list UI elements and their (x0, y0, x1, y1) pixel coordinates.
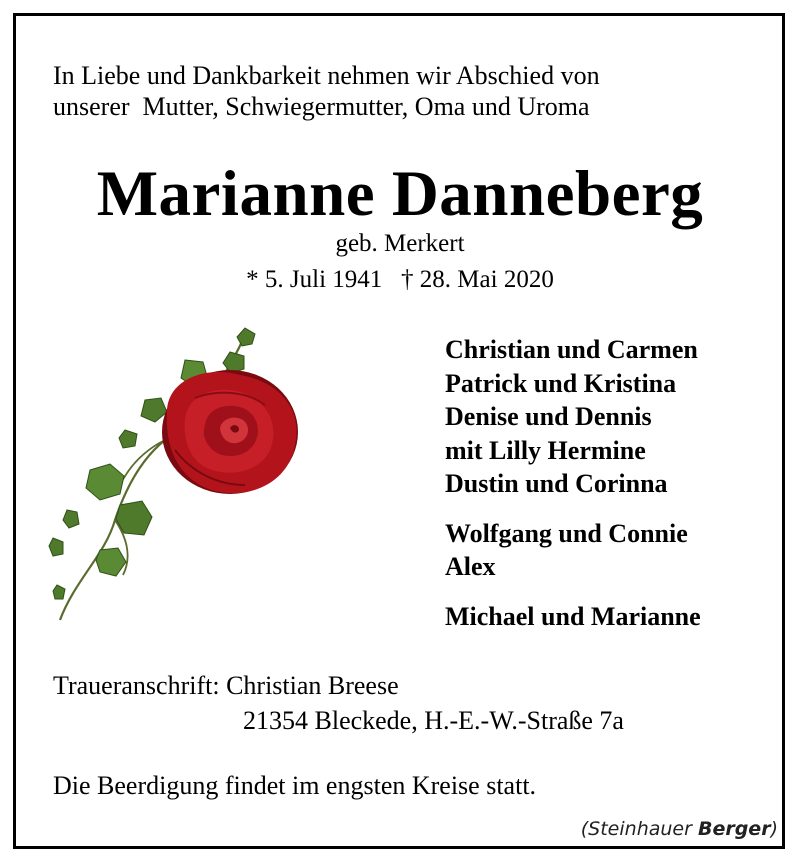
deceased-name: Marianne Danneberg (96, 158, 704, 230)
signature-close-paren: ) (770, 818, 778, 840)
mourning-address (53, 668, 624, 738)
address-street: 21354 Bleckede, H.-E.-W.-Straße 7a (243, 706, 624, 735)
red-rose (162, 370, 298, 494)
mourner-group-1 (445, 333, 701, 501)
mourner-line: Wolfgang und Connie (445, 518, 688, 548)
mourner-group-3 (445, 600, 701, 634)
mourner-line: Denise und Dennis (445, 402, 652, 431)
mourner-group-2 (445, 517, 701, 584)
mourner-line: mit Lilly Hermine (445, 435, 646, 465)
signature-part-1: Steinhauer (588, 818, 692, 840)
signature-part-2: Berger (697, 818, 771, 840)
address-line-1 (53, 668, 624, 703)
mourner-line: Christian und Carmen (445, 335, 698, 364)
mourner-line: Michael und Marianne (445, 601, 701, 631)
mourner-line: Alex (445, 552, 496, 581)
maiden-name: geb. Merkert (335, 230, 465, 257)
life-dates: * 5. Juli 1941 † 28. Mai 2020 (246, 266, 554, 293)
mourners-list (445, 333, 701, 649)
mourner-line: Dustin und Corinna (445, 469, 668, 498)
mourner-line: Patrick und Kristina (445, 368, 677, 398)
intro-line-2: unserer Mutter, Schwiegermutter, Oma und Uroma (53, 92, 590, 121)
address-label: Traueranschrift: (53, 671, 220, 700)
rose-ivy-illustration (45, 320, 315, 630)
signature-open-paren: ( (580, 818, 589, 840)
intro-text (53, 60, 753, 122)
publisher-signature (581, 817, 778, 841)
address-name: Christian Breese (226, 671, 399, 700)
funeral-note: Die Beerdigung findet im engsten Kreise statt. (53, 771, 537, 800)
intro-line-1: In Liebe und Dankbarkeit nehmen wir Abschied von (53, 61, 600, 90)
